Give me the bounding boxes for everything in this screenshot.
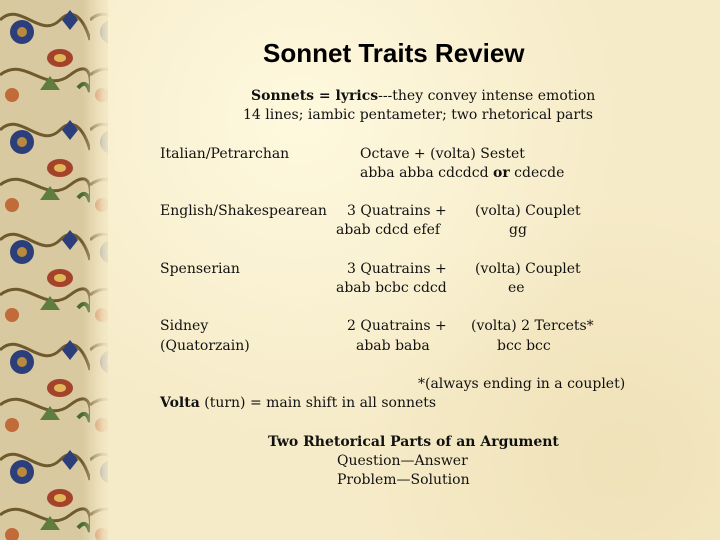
argument-line-1: Question—Answer	[337, 453, 468, 469]
slide-title: Sonnet Traits Review	[263, 38, 525, 68]
argument-heading-text: Two Rhetorical Parts of an Argument	[268, 434, 559, 450]
form-rhyme-english: abab cdcd efef	[336, 222, 441, 238]
rhyme-or: or	[493, 165, 510, 181]
border-fade	[82, 0, 108, 540]
argument-heading	[268, 434, 559, 450]
rhyme-scheme-b: cdecde	[514, 165, 565, 181]
lyrics-definition: ---they convey intense emotion	[378, 88, 596, 104]
form-couplet-rhyme-english: gg	[509, 222, 527, 238]
volta-definition	[160, 395, 436, 411]
volta-term: Volta	[160, 395, 200, 411]
form-couplet-rhyme-spenserian: ee	[508, 280, 525, 296]
form-volta-english: (volta) Couplet	[475, 203, 581, 219]
form-subname-sidney: (Quatorzain)	[160, 338, 250, 354]
form-tercet-rhyme-sidney: bcc bcc	[497, 338, 551, 354]
form-name-italian: Italian/Petrarchan	[160, 146, 290, 162]
tapestry-border	[0, 0, 108, 540]
form-parts-sidney: 2 Quatrains +	[347, 318, 447, 334]
form-parts-english: 3 Quatrains +	[347, 203, 447, 219]
footnote: *(always ending in a couplet)	[418, 376, 626, 392]
volta-text: (turn) = main shift in all sonnets	[199, 395, 437, 411]
form-name-english: English/Shakespearean	[160, 203, 327, 219]
form-rhyme-italian	[360, 165, 564, 181]
intro-line-2: 14 lines; iambic pentameter; two rhetorical parts	[243, 107, 593, 123]
form-parts-italian: Octave + (volta) Sestet	[360, 146, 525, 162]
form-parts-spenserian: 3 Quatrains +	[347, 261, 447, 277]
form-rhyme-spenserian: abab bcbc cdcd	[336, 280, 447, 296]
form-name-spenserian: Spenserian	[160, 261, 240, 277]
lyrics-term: Sonnets = lyrics	[251, 88, 379, 104]
form-volta-sidney: (volta) 2 Tercets*	[471, 318, 594, 334]
argument-line-2: Problem—Solution	[337, 472, 470, 488]
intro-line-1	[251, 88, 595, 104]
form-name-sidney: Sidney	[160, 318, 209, 334]
form-volta-spenserian: (volta) Couplet	[475, 261, 581, 277]
rhyme-scheme-a: abba abba cdcdcd	[360, 165, 489, 181]
form-rhyme-sidney: abab baba	[356, 338, 430, 354]
